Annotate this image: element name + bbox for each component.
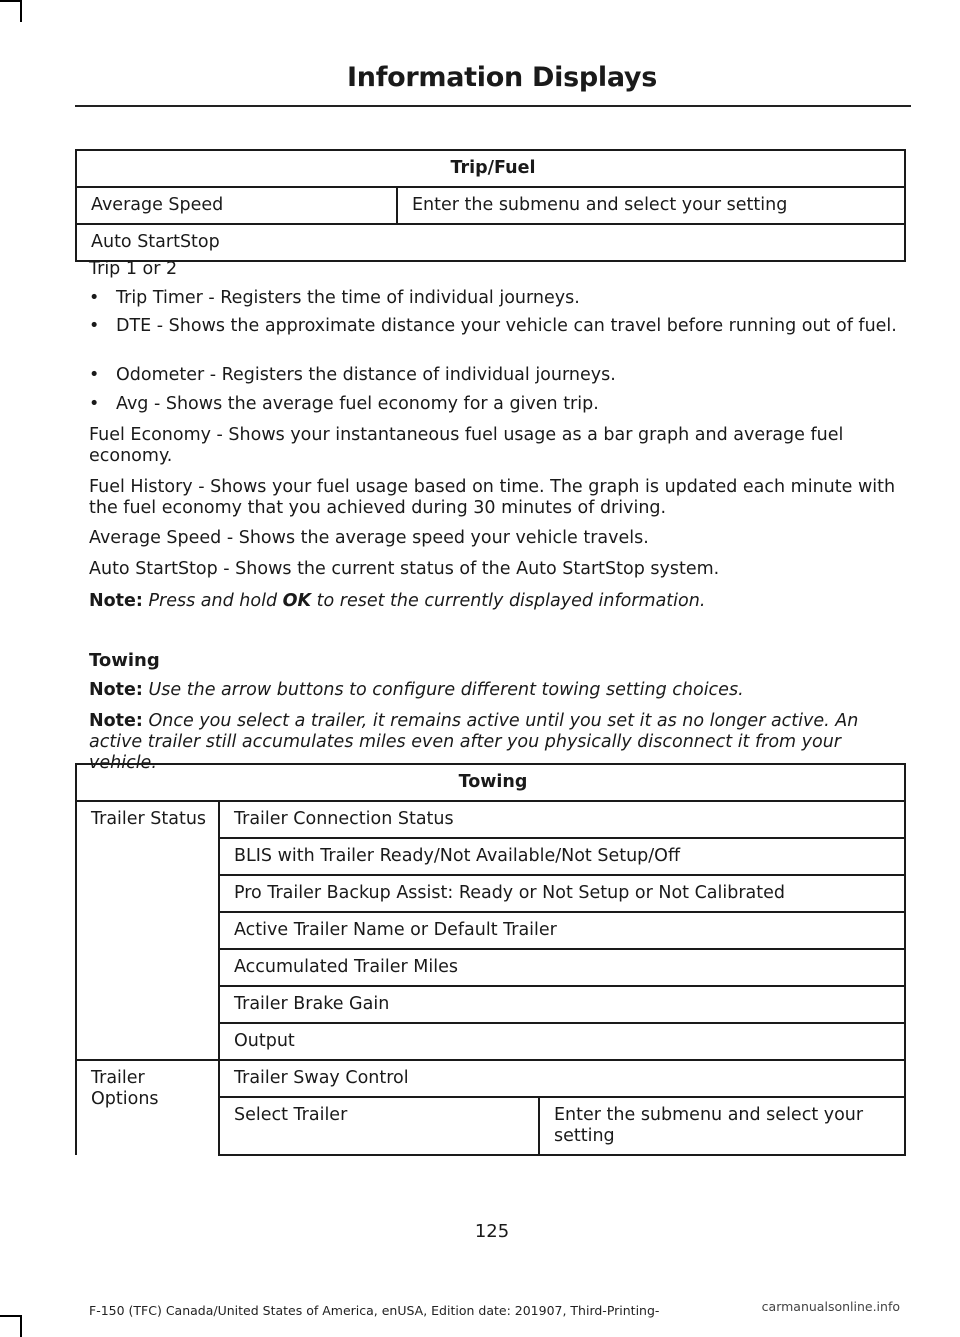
paragraph: Fuel History - Shows your fuel usage based on time. The graph is updated each minute with the fuel economy that you achieved during 30 minutes of driving. xyxy=(89,477,896,518)
table-cell: Auto StartStop xyxy=(76,224,905,261)
table-cell: Enter the submenu and select your setting xyxy=(397,187,905,224)
paragraph: Trip 1 or 2 xyxy=(89,259,178,279)
note xyxy=(89,591,909,612)
table-cell: BLIS with Trailer Ready/Not Available/Not Setup/Off xyxy=(219,838,905,875)
list-item-text: Trip Timer - Registers the time of individual journeys. xyxy=(116,288,580,308)
list-item-text: Avg - Shows the average fuel economy for a given trip. xyxy=(116,394,599,414)
table-cell: Select Trailer xyxy=(219,1097,539,1155)
table-row-label: Trailer Status xyxy=(76,801,219,1060)
table-cell: Accumulated Trailer Miles xyxy=(219,949,905,986)
crop-mark xyxy=(0,1315,22,1317)
table-cell: Active Trailer Name or Default Trailer xyxy=(219,912,905,949)
note-text: Use the arrow buttons to configure different towing setting choices. xyxy=(148,680,744,700)
edition-footer: F-150 (TFC) Canada/United States of America, enUSA, Edition date: 201907, Third-Printing- xyxy=(89,1303,660,1318)
crop-mark xyxy=(20,0,22,22)
table-cell: Pro Trailer Backup Assist: Ready or Not Setup or Not Calibrated xyxy=(219,875,905,912)
table-row-label: Trailer Options xyxy=(76,1060,219,1155)
list-item-text: DTE - Shows the approximate distance your vehicle can travel before running out of fuel. xyxy=(116,316,897,336)
page-title: Information Displays xyxy=(347,62,657,93)
table-cell: Trailer Connection Status xyxy=(219,801,905,838)
note-label: Note: xyxy=(89,680,143,700)
table-cell: Enter the submenu and select your setting xyxy=(539,1097,905,1155)
title-divider xyxy=(75,105,911,107)
note-text: to reset the currently displayed information. xyxy=(316,591,706,611)
page-number: 125 xyxy=(474,1221,510,1242)
note-label: Note: xyxy=(89,591,143,611)
table-cell: Output xyxy=(219,1023,905,1060)
watermark: carmanualsonline.info xyxy=(761,1299,900,1314)
crop-mark xyxy=(20,1315,22,1337)
list-item-text: Odometer - Registers the distance of individual journeys. xyxy=(116,365,616,385)
paragraph: Fuel Economy - Shows your instantaneous fuel usage as a bar graph and average fuel economy. xyxy=(89,425,844,466)
note xyxy=(89,680,909,701)
table-cell: Trailer Sway Control xyxy=(219,1060,905,1097)
crop-mark xyxy=(0,0,22,2)
paragraph: Auto StartStop - Shows the current status of the Auto StartStop system. xyxy=(89,559,720,579)
towing-table xyxy=(75,763,906,1156)
note-text: Press and hold xyxy=(148,591,278,611)
note-label: Note: xyxy=(89,711,143,731)
paragraph: Average Speed - Shows the average speed your vehicle travels. xyxy=(89,528,649,548)
table-header: Trip/Fuel xyxy=(76,150,905,187)
section-heading: Towing xyxy=(89,650,160,671)
table-cell: Trailer Brake Gain xyxy=(219,986,905,1023)
trip-fuel-table xyxy=(75,149,906,262)
ok-key: OK xyxy=(282,591,312,611)
table-cell: Average Speed xyxy=(76,187,397,224)
table-header: Towing xyxy=(76,764,905,801)
note-text: Once you select a trailer, it remains active until you set it as no longer active. An active trailer still accumulates miles even after you physically disconnect it from your vehicle. xyxy=(89,711,859,773)
